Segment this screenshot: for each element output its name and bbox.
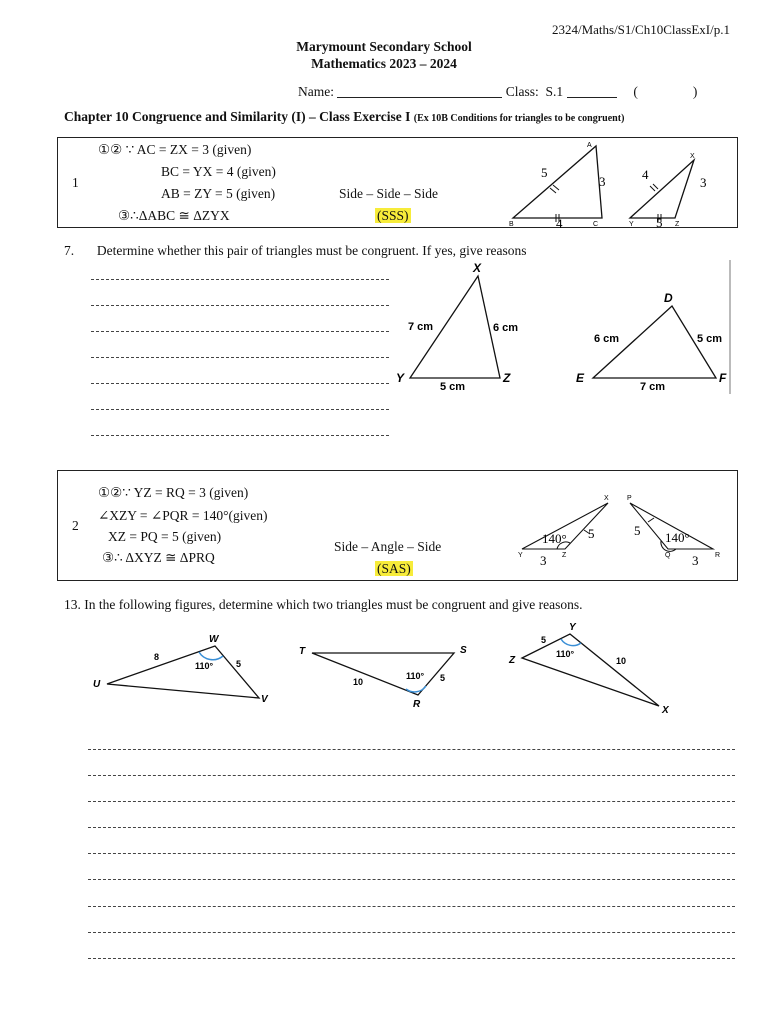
answer-line[interactable] (88, 775, 735, 776)
side-xy: 7 cm (408, 321, 434, 333)
label-z: Z (675, 221, 680, 228)
side-uw-8: 8 (154, 652, 160, 662)
label-c: C (593, 221, 599, 228)
label-u: U (93, 679, 101, 690)
side-ef: 7 cm (640, 381, 666, 393)
chapter-subtitle: (Ex 10B Conditions for triangles to be congruent) (413, 113, 625, 124)
example-1-tag: (SSS) (377, 208, 409, 223)
side-de: 6 cm (594, 333, 620, 345)
angle-xzy: 140° (542, 531, 567, 546)
side-tr-10: 10 (353, 677, 364, 687)
class-number-field[interactable] (567, 97, 617, 98)
question-13-number: 13. (64, 597, 81, 612)
label-t: T (299, 646, 306, 657)
example-2-box (57, 470, 738, 581)
paren-close: ) (692, 84, 698, 99)
answer-line[interactable] (88, 853, 735, 854)
triangle-abc (509, 142, 606, 228)
name-label: Name: (298, 84, 334, 99)
triangle-zyx (508, 622, 670, 716)
side-wv-5: 5 (236, 659, 242, 669)
side-yz-3: 3 (540, 553, 547, 568)
example-1-line1: ①② ∵ AC = ZX = 3 (given) (98, 142, 252, 157)
example-2-condition: Side – Angle – Side (334, 539, 442, 554)
answer-line[interactable] (88, 827, 735, 828)
triangle-def (576, 291, 727, 393)
side-yx-10: 10 (616, 656, 627, 666)
school-name: Marymount Secondary School (296, 39, 472, 54)
label-b: B (509, 221, 514, 228)
triangle-zyx (629, 153, 707, 228)
answer-line[interactable] (88, 906, 735, 907)
triangle-xyz (518, 495, 609, 568)
side-ab-5: 5 (541, 165, 548, 180)
name-class-row (298, 84, 697, 100)
label-z: Z (509, 655, 516, 666)
answer-line[interactable] (91, 357, 389, 358)
angle-y: 110° (556, 649, 575, 659)
label-x: X (473, 261, 482, 275)
side-xz: 6 cm (493, 322, 519, 334)
triangle-xyz (396, 261, 518, 393)
school-header (0, 38, 768, 72)
question-7-number: 7. (64, 243, 75, 258)
chapter-title (64, 109, 624, 125)
answer-line[interactable] (91, 305, 389, 306)
example-2-line1: ①②∵ YZ = RQ = 3 (given) (98, 485, 249, 500)
example-2-conclusion: ③∴ ΔXYZ ≅ ΔPRQ (102, 550, 215, 565)
label-x: X (662, 705, 669, 716)
page-reference: 2324/Maths/S1/Ch10ClassExI/p.1 (551, 22, 730, 37)
question-13-figure (85, 618, 705, 723)
label-v: V (261, 694, 268, 705)
answer-line[interactable] (91, 383, 389, 384)
side-ac-3: 3 (599, 174, 606, 189)
side-qr-3: 3 (692, 553, 699, 568)
label-r: R (413, 699, 421, 710)
angle-pqr: 140° (665, 530, 690, 545)
side-zx-3: 3 (700, 175, 707, 190)
side-yz: 5 cm (440, 381, 466, 393)
label-p: P (627, 495, 632, 502)
answer-line[interactable] (88, 749, 735, 750)
question-13-text: In the following figures, determine which two triangles must be congruent and give reasons. (84, 597, 583, 612)
label-r: R (715, 552, 721, 559)
subject-year: Mathematics 2023 – 2024 (311, 56, 457, 71)
label-z: Z (503, 371, 511, 385)
question-7-text: Determine whether this pair of triangles must be congruent. If yes, give reasons (96, 243, 527, 258)
example-2-line3: XZ = PQ = 5 (given) (108, 529, 222, 544)
side-zy-5: 5 (541, 635, 547, 645)
class-label: Class: (505, 84, 539, 99)
label-q: Q (665, 552, 671, 559)
example-1-number: 1 (72, 175, 79, 190)
paren-open: ( (633, 84, 638, 99)
answer-line[interactable] (88, 958, 735, 959)
answer-line[interactable] (91, 409, 389, 410)
label-x: X (690, 153, 695, 160)
side-yx-4: 4 (642, 167, 649, 182)
name-field[interactable] (337, 97, 502, 98)
question-13 (64, 597, 583, 613)
question-7 (64, 243, 527, 259)
angle-r: 110° (406, 671, 425, 681)
example-2-tag: (SAS) (377, 561, 411, 576)
label-y: Y (629, 221, 634, 228)
label-y: Y (518, 552, 523, 559)
answer-line[interactable] (88, 801, 735, 802)
example-1-line2: BC = YX = 4 (given) (161, 164, 276, 179)
example-1-triangles (498, 138, 738, 228)
side-df: 5 cm (697, 333, 723, 345)
example-2-line2: ∠XZY = ∠PQR = 140°(given) (98, 508, 268, 523)
label-x: X (604, 495, 609, 502)
side-sr-5: 5 (440, 673, 446, 683)
answer-line[interactable] (91, 435, 389, 436)
side-bc-4: 4 (556, 216, 563, 228)
answer-line[interactable] (91, 331, 389, 332)
label-z: Z (562, 552, 567, 559)
answer-line[interactable] (88, 932, 735, 933)
side-xz-5: 5 (588, 526, 595, 541)
label-s: S (460, 645, 467, 656)
example-1-conclusion: ③∴ΔABC ≅ ΔZYX (118, 208, 230, 223)
example-2-triangles (508, 485, 733, 575)
triangle-uwv (93, 634, 269, 705)
triangle-prq (627, 495, 720, 568)
example-1-condition: Side – Side – Side (339, 186, 439, 201)
triangle-tsr (299, 645, 467, 710)
side-pq-5: 5 (634, 523, 641, 538)
label-f: F (719, 371, 727, 385)
label-w: W (209, 634, 219, 645)
answer-line[interactable] (88, 879, 735, 880)
label-d: D (664, 291, 673, 305)
answer-line[interactable] (91, 279, 389, 280)
question-7-figure (390, 258, 735, 398)
example-1-box (57, 137, 738, 228)
label-y: Y (569, 622, 576, 633)
label-e: E (576, 371, 585, 385)
example-2-number: 2 (72, 518, 79, 533)
angle-w: 110° (195, 661, 214, 671)
label-y: Y (396, 371, 405, 385)
class-value: S.1 (545, 84, 564, 99)
side-zy-5: 5 (656, 215, 663, 228)
label-a: A (587, 142, 592, 149)
chapter-main-title: Chapter 10 Congruence and Similarity (I) – Class Exercise I (64, 109, 411, 124)
example-1-line3: AB = ZY = 5 (given) (161, 186, 276, 201)
